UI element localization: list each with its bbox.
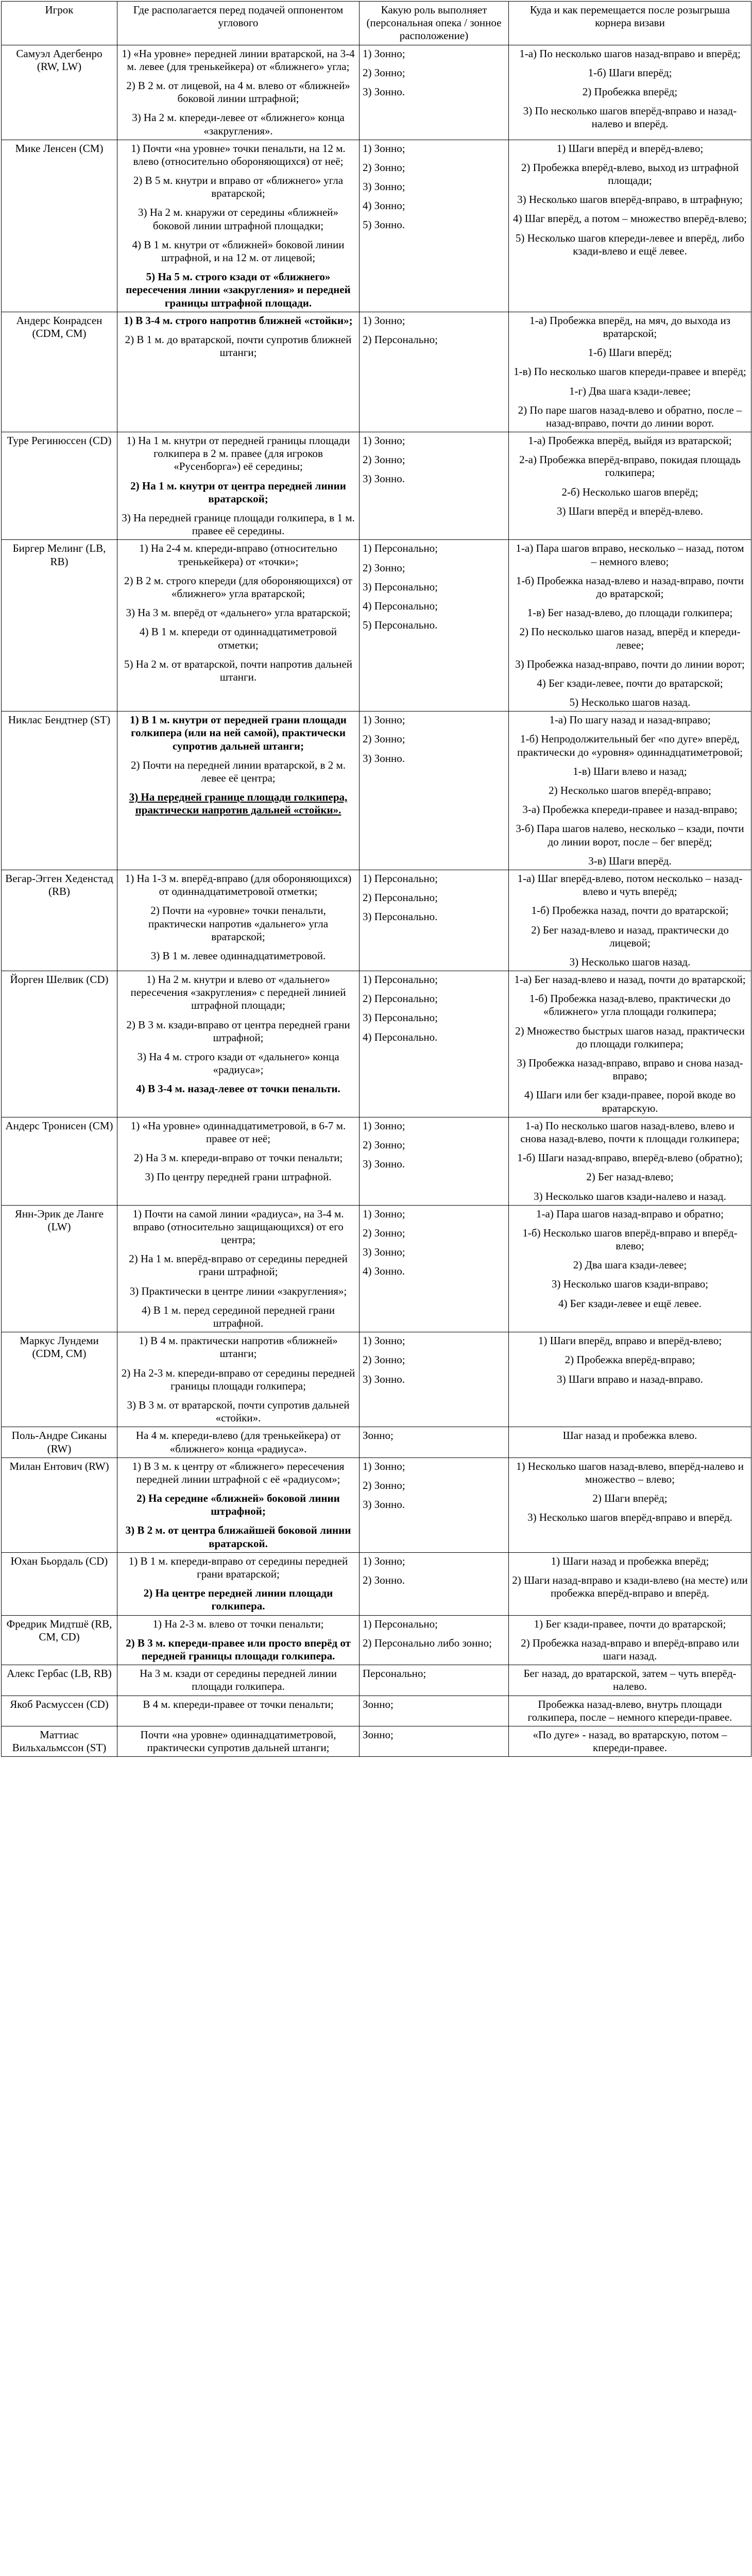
movement-line: 1) Шаги назад и пробежка вперёд; <box>551 1554 709 1567</box>
position-line: 1) В 3 м. к центру от «ближнего» пересечения передней линии штрафной с её «радиусом»; <box>132 1460 345 1485</box>
role-line: 1) Зонно; <box>363 1460 405 1472</box>
position-line: 1) Почти на самой линии «радиуса», на 3-4 м. вправо (относительно защищающихся) от его центра; <box>132 1207 344 1246</box>
role-line: 1) Зонно; <box>363 1119 405 1132</box>
table-row <box>2 312 751 432</box>
movement-line: 2) Множество быстрых шагов назад, практически до площади голкипера; <box>515 1024 745 1050</box>
role-line: 4) Зонно; <box>363 199 405 212</box>
movement-cell <box>509 1458 751 1552</box>
player-cell: Андерс Тронисен (CM) <box>2 1117 117 1205</box>
movement-line: 1-а) Бег назад-влево и назад, почти до вратарской; <box>514 973 746 986</box>
player-cell: Маттиас Вильхальмссон (ST) <box>2 1726 117 1756</box>
position-line: 2) В 3 м. кпереди-правее или просто вперёд от передней границы площади голкипера. <box>126 1636 351 1662</box>
movement-line: 2) По несколько шагов назад, вперёд и кпереди-левее; <box>519 625 741 651</box>
player-cell: Поль-Андре Сиканы (RW) <box>2 1427 117 1458</box>
movement-cell <box>509 1552 751 1615</box>
movement-line: 1-а) Пара шагов вправо, несколько – назад, потом – немного влево; <box>516 542 744 568</box>
movement-line: 1-в) Бег назад-влево, до площади голкипера; <box>527 606 733 619</box>
position-cell <box>117 870 360 971</box>
movement-cell <box>509 312 751 432</box>
role-line: 3) Персонально; <box>363 580 438 593</box>
movement-line: 1) Шаги вперёд и вперёд-влево; <box>556 142 704 155</box>
role-line: 3) Зонно. <box>363 752 405 765</box>
role-line: 3) Зонно. <box>363 1372 405 1385</box>
role-cell <box>360 432 509 540</box>
role-line: 2) Зонно; <box>363 1353 405 1366</box>
role-line: 1) Зонно; <box>363 1334 405 1347</box>
role-line: 2) Персонально либо зонно; <box>363 1636 492 1649</box>
table-header-row <box>2 2 751 45</box>
movement-cell <box>509 1726 751 1756</box>
movement-line: 5) Несколько шагов кпереди-левее и вперёд, либо кзади-влево и ещё левее. <box>515 231 745 257</box>
position-line: 2) На 2-3 м. кпереди-вправо от середины передней границы площади голкипера; <box>121 1366 355 1392</box>
movement-line: 2) Пробежка вперёд; <box>582 85 678 98</box>
table-row <box>2 1726 751 1756</box>
movement-line: 2) Пробежка вперёд-вправо; <box>565 1353 695 1366</box>
movement-line: 3) Пробежка назад-вправо, почти до линии ворот; <box>515 657 745 670</box>
movement-line: 2) Бег назад-влево; <box>586 1171 674 1183</box>
position-line: 3) На передней границе площади голкипера, практически напротив дальней «стойки». <box>129 791 348 817</box>
movement-line: 3) Шаги вправо и назад-вправо. <box>557 1372 703 1385</box>
role-line: 2) Зонно; <box>363 161 405 174</box>
position-line: 3) На 2 м. кнаружи от середины «ближней» боковой линии штрафной площадки; <box>138 206 339 232</box>
position-line: 1) На 1 м. кнутри от передней границы площади голкипера в 2 м. правее (для игроков «Русенборга») её середины; <box>126 434 350 473</box>
role-line: 2) Зонно; <box>363 1226 405 1239</box>
table-body <box>2 45 751 1757</box>
position-line: 1) В 1 м. кнутри от передней грани площади голкипера (или на ней самой), практически супротив дальней штанги; <box>130 714 347 752</box>
role-line: 3) Зонно. <box>363 1498 405 1511</box>
position-line: 1) Почти «на уровне» точки пенальти, на 12 м. влево (относительно обороняющихся) от неё; <box>131 142 346 167</box>
table-row <box>2 1332 751 1427</box>
player-cell: Биргер Мелинг (LB, RB) <box>2 540 117 711</box>
position-cell <box>117 1665 360 1696</box>
position-line: 2) В 3 м. кзади-вправо от центра передней грани штрафной; <box>126 1018 350 1044</box>
position-cell <box>117 1726 360 1756</box>
movement-cell <box>509 432 751 540</box>
role-cell <box>360 312 509 432</box>
position-line: 3) На передней границе площади голкипера, в 1 м. правее её середины. <box>122 512 355 537</box>
position-cell <box>117 1205 360 1332</box>
corner-kick-table <box>1 1 751 1757</box>
movement-line: 2) Бег назад-влево и назад, практически до лицевой; <box>531 923 729 949</box>
movement-line: 1) Несколько шагов назад-влево, вперёд-налево и множество – влево; <box>516 1460 744 1485</box>
role-line: 2) Зонно. <box>363 1574 405 1586</box>
movement-line: 2) Два шага кзади-левее; <box>573 1259 687 1272</box>
movement-line: 4) Бег кзади-левее и ещё левее. <box>558 1297 702 1310</box>
position-cell <box>117 1427 360 1458</box>
role-line: Персонально; <box>363 1667 426 1680</box>
position-line: 1) «На уровне» передней линии вратарской, на 3-4 м. левее (для тренькейкера) от «ближнего» угла; <box>122 47 355 73</box>
position-line: 2) На середине «ближней» боковой линии штрафной; <box>136 1492 340 1518</box>
movement-line: 1-а) Пара шагов назад-вправо и обратно; <box>536 1207 724 1220</box>
position-line: 3) В 3 м. от вратарской, почти супротив дальней «стойки». <box>127 1398 350 1425</box>
role-line: 1) Зонно; <box>363 142 405 155</box>
role-cell <box>360 1552 509 1615</box>
position-cell <box>117 1332 360 1427</box>
role-line: 3) Персонально; <box>363 1011 438 1024</box>
movement-line: 3) Несколько шагов вперёд-вправо и вперёд. <box>527 1511 732 1524</box>
position-cell <box>117 1117 360 1205</box>
role-line: 1) Персонально; <box>363 872 438 885</box>
movement-line: Пробежка назад-влево, внутрь площади голкипера, после – немного кпереди-правее. <box>527 1698 732 1723</box>
position-cell <box>117 1615 360 1665</box>
movement-line: 1-а) Пробежка вперёд, на мяч, до выхода из вратарской; <box>529 314 731 340</box>
movement-line: 2) Шаги назад-вправо и кзади-влево (на месте) или пробежка вперёд-вправо и вперёд. <box>512 1574 748 1600</box>
player-cell: Янн-Эрик де Ланге (LW) <box>2 1205 117 1332</box>
role-line: 2) Зонно; <box>363 733 405 745</box>
position-cell <box>117 1458 360 1552</box>
role-cell <box>360 711 509 870</box>
movement-line: 1-а) По шагу назад и назад-вправо; <box>549 714 711 726</box>
movement-line: Бег назад, до вратарской, затем – чуть вперёд-налево. <box>523 1667 737 1693</box>
movement-line: Шаг назад и пробежка влево. <box>562 1429 697 1442</box>
role-cell <box>360 1117 509 1205</box>
position-line: 2) В 2 м. от лицевой, на 4 м. влево от «ближней» боковой линии штрафной; <box>126 79 350 105</box>
player-cell: Маркус Лундеми (CDM, CM) <box>2 1332 117 1427</box>
table-row <box>2 1696 751 1726</box>
movement-line: 1-а) По несколько шагов назад-влево, влево и снова назад-влево, почти к площади голкипера; <box>520 1119 740 1145</box>
movement-line: 3) Пробежка назад-вправо, вправо и снова назад-вправо; <box>517 1057 743 1082</box>
role-cell <box>360 1696 509 1726</box>
movement-line: 4) Шаг вперёд, а потом – множество вперёд-влево; <box>512 212 747 225</box>
role-line: 3) Зонно; <box>363 180 405 193</box>
role-cell <box>360 1458 509 1552</box>
role-line: 2) Зонно; <box>363 1479 405 1492</box>
movement-line: 1-г) Два шага кзади-левее; <box>569 384 691 397</box>
player-cell: Никлас Бендтнер (ST) <box>2 711 117 870</box>
position-line: 2) На 1 м. кнутри от центра передней линии вратарской; <box>130 479 346 505</box>
position-line: 2) В 1 м. до вратарской, почти супротив ближней штанги; <box>125 333 352 359</box>
role-cell <box>360 1205 509 1332</box>
role-line: 4) Персонально. <box>363 1030 438 1043</box>
position-cell <box>117 45 360 140</box>
position-line: 5) На 2 м. от вратарской, почти напротив дальней штанги. <box>124 657 353 683</box>
player-cell: Андерс Конрадсен (CDM, CM) <box>2 312 117 432</box>
role-line: 2) Зонно; <box>363 561 405 574</box>
movement-cell <box>509 1332 751 1427</box>
position-line: 4) В 1 м. перед серединой передней грани штрафной. <box>142 1303 335 1329</box>
player-cell: Алекс Гербас (LB, RB) <box>2 1665 117 1696</box>
movement-line: 3) Несколько шагов вперёд-вправо, в штрафную; <box>517 193 743 206</box>
position-line: На 4 м. кпереди-влево (для тренькейкера) от «ближнего» конца «радиуса». <box>135 1429 341 1455</box>
position-line: 1) «На уровне» одиннадцатиметровой, в 6-7 м. правее от неё; <box>130 1119 346 1145</box>
role-cell <box>360 1332 509 1427</box>
player-cell: Юхан Бьордаль (CD) <box>2 1552 117 1615</box>
position-line: 3) В 1 м. левее одиннадцатиметровой. <box>150 949 326 962</box>
role-line: 1) Зонно; <box>363 1207 405 1220</box>
position-line: 1) В 4 м. практически напротив «ближней» штанги; <box>139 1334 338 1360</box>
movement-line: 1-в) Шаги влево и назад; <box>573 765 687 777</box>
position-line: 1) На 1-3 м. вперёд-вправо (для обороняющихся) от одиннадцатиметровой отметки; <box>125 872 352 898</box>
movement-line: 3) Несколько шагов назад. <box>569 955 691 968</box>
position-line: 3) На 3 м. вперёд от «дальнего» угла вратарской; <box>126 606 351 619</box>
player-cell: Якоб Расмуссен (CD) <box>2 1696 117 1726</box>
player-cell: Вегар-Эгген Хеденстад (RB) <box>2 870 117 971</box>
movement-line: «По дуге» - назад, во вратарскую, потом – кпереди-правее. <box>533 1728 727 1754</box>
header-player: Игрок <box>2 2 117 45</box>
role-line: 3) Зонно. <box>363 472 405 485</box>
position-line: 2) На 3 м. кпереди-вправо от точки пенальти; <box>133 1151 343 1164</box>
position-line: 2) Почти на «уровне» точки пенальти, практически напротив «дальнего» угла вратарской; <box>148 904 329 943</box>
role-line: Зонно; <box>363 1429 394 1442</box>
role-line: 5) Персонально. <box>363 619 438 632</box>
movement-cell <box>509 140 751 312</box>
position-cell <box>117 540 360 711</box>
movement-line: 2) Пробежка назад-вправо и вперёд-вправо или шаги назад. <box>521 1636 739 1662</box>
table-row <box>2 1205 751 1332</box>
position-line: 1) В 3-4 м. строго напротив ближней «стойки»; <box>124 314 353 327</box>
role-line: 2) Персонально; <box>363 891 438 904</box>
position-line: 3) На 2 м. кпереди-левее от «ближнего» конца «закругления». <box>132 111 345 137</box>
role-line: Зонно; <box>363 1728 394 1741</box>
movement-line: 3-б) Пара шагов налево, несколько – кзади, почти до линии ворот, после – бег вперёд; <box>516 822 744 848</box>
position-line: 3) По центру передней грани штрафной. <box>145 1171 332 1183</box>
movement-line: 2-а) Пробежка вперёд-вправо, покидая площадь голкипера; <box>519 453 741 479</box>
movement-cell <box>509 971 751 1117</box>
movement-line: 1-б) Шаги вперёд; <box>588 66 672 79</box>
position-line: На 3 м. кзади от середины передней линии площади голкипера. <box>140 1667 337 1693</box>
movement-line: 1-а) Пробежка вперёд, выйдя из вратарской; <box>528 434 732 447</box>
position-cell <box>117 711 360 870</box>
role-line: 3) Зонно; <box>363 1246 405 1259</box>
movement-line: 3) По несколько шагов вперёд-вправо и назад-налево и вперёд. <box>523 105 737 130</box>
position-cell <box>117 1552 360 1615</box>
role-line: 1) Зонно; <box>363 314 405 327</box>
movement-cell <box>509 1427 751 1458</box>
position-line: 1) В 1 м. кпереди-вправо от середины передней грани вратарской; <box>128 1554 348 1580</box>
role-line: 1) Зонно; <box>363 47 405 60</box>
table-row <box>2 540 751 711</box>
table-row <box>2 711 751 870</box>
movement-line: 1-в) По несколько шагов кпереди-правее и вперёд; <box>514 365 746 378</box>
movement-line: 3-в) Шаги вперёд. <box>588 854 672 867</box>
position-line: 1) На 2-4 м. кпереди-вправо (относительно тренькейкера) от «точки»; <box>139 542 337 568</box>
movement-cell <box>509 1205 751 1332</box>
movement-line: 1-б) Пробежка назад, почти до вратарской; <box>531 904 729 917</box>
player-cell: Самуэл Адегбенро (RW, LW) <box>2 45 117 140</box>
movement-line: 1-б) Несколько шагов вперёд-вправо и вперёд-влево; <box>522 1226 738 1252</box>
movement-line: 2) По паре шагов назад-влево и обратно, после – назад-вправо, почти до линии ворот. <box>518 403 742 429</box>
role-line: 1) Персонально; <box>363 1617 438 1630</box>
position-line: 4) В 1 м. кнутри от «ближней» боковой линии штрафной, и на 12 м. от лицевой; <box>132 238 345 264</box>
movement-line: 3-а) Пробежка кпереди-правее и назад-вправо; <box>522 803 738 816</box>
movement-line: 2) Несколько шагов вперёд-вправо; <box>549 784 711 796</box>
role-line: 4) Зонно. <box>363 1265 405 1278</box>
movement-line: 4) Бег кзади-левее, почти до вратарской; <box>537 676 723 689</box>
role-line: 2) Зонно; <box>363 1138 405 1151</box>
movement-line: 2) Пробежка вперёд-влево, выход из штрафной площади; <box>521 161 739 187</box>
role-line: 3) Зонно. <box>363 85 405 98</box>
position-cell <box>117 971 360 1117</box>
movement-cell <box>509 1665 751 1696</box>
movement-cell <box>509 1117 751 1205</box>
role-line: 5) Зонно. <box>363 218 405 231</box>
movement-line: 5) Несколько шагов назад. <box>569 696 691 709</box>
role-line: 1) Персонально; <box>363 973 438 986</box>
player-cell: Йорген Шелвик (CD) <box>2 971 117 1117</box>
position-line: 3) На 4 м. строго кзади от «дальнего» конца «радиуса»; <box>137 1050 339 1076</box>
role-line: 1) Зонно; <box>363 434 405 447</box>
header-position: Где располагается перед подачей оппонентом углового <box>117 2 360 45</box>
role-cell <box>360 45 509 140</box>
movement-line: 1-б) Пробежка назад-влево, практически до «ближнего» угла площади голкипера; <box>529 992 731 1018</box>
table-row <box>2 1615 751 1665</box>
position-line: 1) На 2 м. кнутри и влево от «дальнего» пересечения «закругления» с передней линией штрафной площади; <box>130 973 346 1012</box>
position-cell <box>117 1696 360 1726</box>
table-row <box>2 870 751 971</box>
position-cell <box>117 140 360 312</box>
movement-cell <box>509 870 751 971</box>
role-cell <box>360 140 509 312</box>
movement-cell <box>509 711 751 870</box>
role-line: 2) Персонально; <box>363 333 438 346</box>
role-cell <box>360 540 509 711</box>
movement-line: 1-б) Шаги вперёд; <box>588 346 672 359</box>
role-line: 2) Персонально; <box>363 992 438 1005</box>
position-cell <box>117 312 360 432</box>
role-line: 2) Зонно; <box>363 66 405 79</box>
player-cell: Фредрик Мидтшё (RB, CM, CD) <box>2 1615 117 1665</box>
position-line: 5) На 5 м. строго кзади от «ближнего» пересечения линии «закругления» и передней границы штрафной площади. <box>126 270 351 309</box>
table-row <box>2 971 751 1117</box>
player-cell: Милан Ентович (RW) <box>2 1458 117 1552</box>
table-row <box>2 1665 751 1696</box>
position-line: Почти «на уровне» одиннадцатиметровой, практически супротив дальней штанги; <box>140 1728 336 1754</box>
position-line: В 4 м. кпереди-правее от точки пенальти; <box>143 1698 334 1710</box>
movement-line: 1-б) Пробежка назад-влево и назад-вправо, почти до вратарской; <box>516 574 744 600</box>
movement-line: 4) Шаги или бег кзади-правее, порой вкоде во вратарскую. <box>524 1089 736 1114</box>
movement-line: 1-б) Шаги назад-вправо, вперёд-влево (обратно); <box>517 1151 743 1164</box>
position-line: 4) В 3-4 м. назад-левее от точки пенальти. <box>136 1082 340 1095</box>
movement-cell <box>509 1615 751 1665</box>
header-role: Какую роль выполняет (персональная опека / зонное расположение) <box>360 2 509 45</box>
table-row <box>2 1552 751 1615</box>
position-line: 2) На 1 м. вперёд-вправо от середины передней грани штрафной; <box>129 1252 348 1278</box>
position-line: 1) На 2-3 м. влево от точки пенальти; <box>152 1617 324 1630</box>
movement-line: 2) Шаги вперёд; <box>592 1492 668 1505</box>
player-cell: Мике Ленсен (CM) <box>2 140 117 312</box>
header-movement: Куда и как перемещается после розыгрыша корнера визави <box>509 2 751 45</box>
role-line: 1) Зонно; <box>363 714 405 726</box>
movement-line: 1) Бег кзади-правее, почти до вратарской; <box>534 1617 726 1630</box>
movement-line: 3) Несколько шагов кзади-вправо; <box>551 1278 709 1291</box>
table-row <box>2 1427 751 1458</box>
role-cell <box>360 1726 509 1756</box>
movement-line: 1-а) По несколько шагов назад-вправо и вперёд; <box>519 47 741 60</box>
movement-line: 3) Несколько шагов кзади-налево и назад. <box>534 1190 726 1202</box>
movement-line: 1-б) Непродолжительный бег «по дуге» вперёд, практически до «уровня» одиннадцатиметровой; <box>517 733 743 758</box>
movement-line: 1) Шаги вперёд, вправо и вперёд-влево; <box>538 1334 722 1347</box>
position-line: 3) В 2 м. от центра ближайшей боковой линии вратарской. <box>125 1524 351 1550</box>
table-row <box>2 432 751 540</box>
role-line: 1) Персонально; <box>363 542 438 555</box>
position-line: 2) В 5 м. кнутри и вправо от «ближнего» угла вратарской; <box>133 174 344 200</box>
table-row <box>2 45 751 140</box>
role-cell <box>360 1665 509 1696</box>
table-row <box>2 140 751 312</box>
movement-cell <box>509 45 751 140</box>
table-row <box>2 1117 751 1205</box>
movement-cell <box>509 540 751 711</box>
role-line: 2) Зонно; <box>363 453 405 466</box>
position-line: 2) На центре передней линии площади голкипера. <box>143 1587 333 1613</box>
movement-line: 3) Шаги вперёд и вперёд-влево. <box>556 504 703 517</box>
role-line: 3) Зонно. <box>363 1158 405 1171</box>
movement-line: 1-а) Шаг вперёд-влево, потом несколько – назад-влево и чуть вперёд; <box>517 872 743 898</box>
position-cell <box>117 432 360 540</box>
player-cell: Туре Регинюссен (CD) <box>2 432 117 540</box>
role-cell <box>360 971 509 1117</box>
position-line: 2) В 2 м. строго кпереди (для обороняющихся) от «ближнего» угла вратарской; <box>124 574 352 600</box>
role-cell <box>360 1615 509 1665</box>
role-cell <box>360 870 509 971</box>
role-cell <box>360 1427 509 1458</box>
role-line: 4) Персонально; <box>363 599 438 612</box>
movement-line: 2-б) Несколько шагов вперёд; <box>561 485 698 498</box>
role-line: 1) Зонно; <box>363 1554 405 1567</box>
position-line: 3) Практически в центре линии «закругления»; <box>129 1284 347 1297</box>
position-line: 4) В 1 м. кпереди от одиннадцатиметровой отметки; <box>140 625 337 651</box>
movement-cell <box>509 1696 751 1726</box>
role-line: 3) Персонально. <box>363 910 438 923</box>
position-line: 2) Почти на передней линии вратарской, в 2 м. левее её центра; <box>130 758 346 784</box>
table-row <box>2 1458 751 1552</box>
role-line: Зонно; <box>363 1698 394 1710</box>
